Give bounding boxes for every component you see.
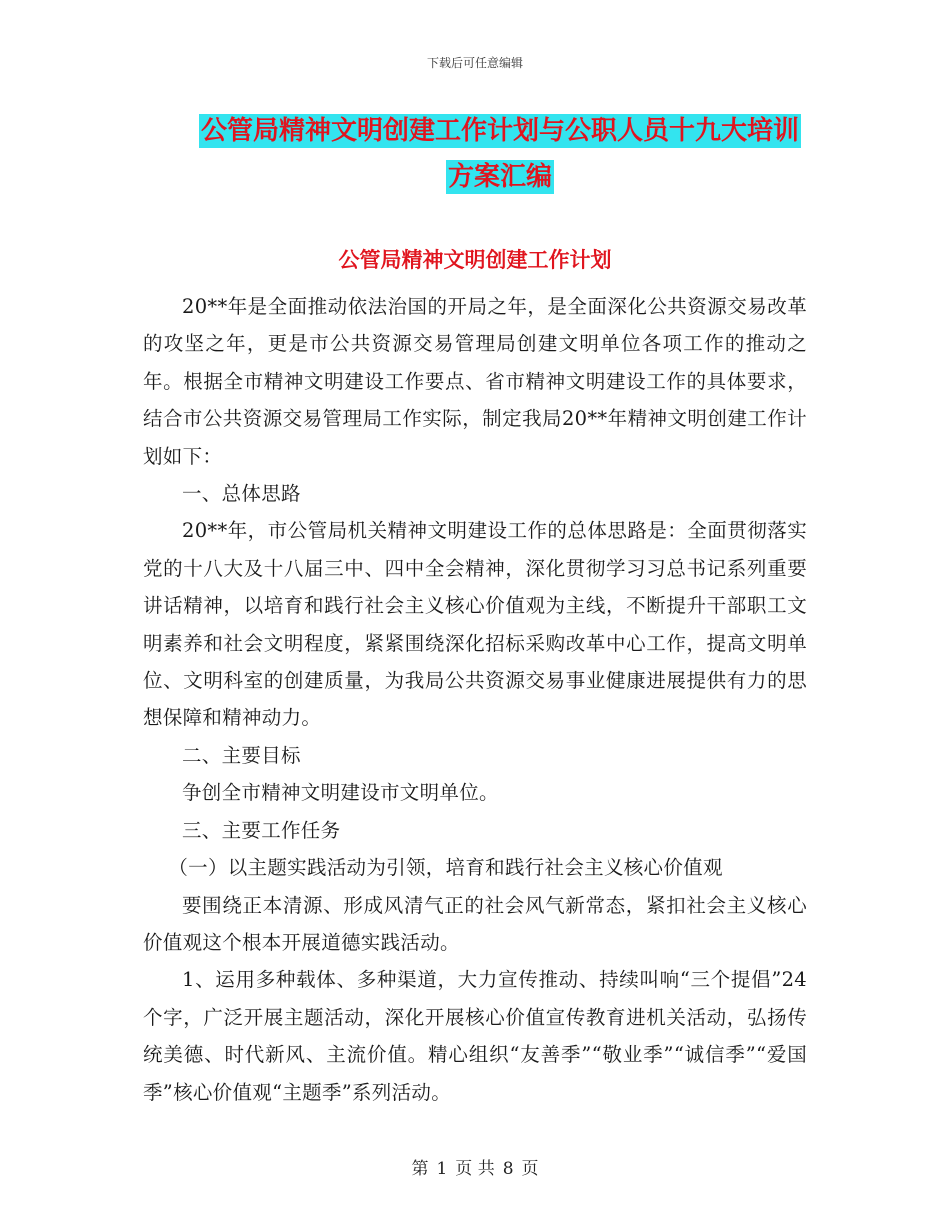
paragraph-main-goal: 争创全市精神文明建设市文明单位。 bbox=[182, 781, 499, 805]
section-title: 公管局精神文明创建工作计划 bbox=[338, 248, 612, 272]
footer-total-pages: 8 bbox=[502, 1159, 514, 1179]
heading-main-tasks: 三、主要工作任务 bbox=[182, 818, 341, 842]
page-footer bbox=[0, 1154, 950, 1179]
footer-suffix: 页 bbox=[521, 1159, 539, 1179]
main-title-line1: 公管局精神文明创建工作计划与公职人员十九大培训 bbox=[200, 116, 799, 146]
paragraph-intro: 20**年是全面推动依法治国的开局之年，是全面深化公共资源交易改革的攻坚之年，更是市公共资源交易管理局创建文明单位各项工作的推动之年。根据全市精神文明建设工作要点、省市精神文明建设工作的具体要求，结合市公共资源交易管理局工作实际，制定我局20**年精神文明创建工作计划如下： bbox=[143, 295, 807, 468]
body-text bbox=[143, 288, 807, 1111]
paragraph-item-one: 1、运用多种载体、多种渠道，大力宣传推动、持续叫响“三个提倡”24个字，广泛开展主题活动，深化开展核心价值宣传教育进机关活动，弘扬传统美德、时代新风、主流价值。精心组织“友善季”“敬业季”“诚信季”“爱国季”核心价值观“主题季”系列活动。 bbox=[143, 968, 807, 1104]
main-title-line2: 方案汇编 bbox=[447, 162, 552, 192]
main-title bbox=[120, 108, 880, 200]
header-note: 下载后可任意编辑 bbox=[426, 56, 523, 70]
paragraph-task-one: 要围绕正本清源、形成风清气正的社会风气新常态，紧扣社会主义核心价值观这个根本开展道德实践活动。 bbox=[143, 893, 807, 954]
paragraph-overall-approach: 20**年，市公管局机关精神文明建设工作的总体思路是：全面贯彻落实党的十八大及十八届三中、四中全会精神，深化贯彻学习习总书记系列重要讲话精神，以培育和践行社会主义核心价值观为主线，不断提升干部职工文明素养和社会文明程度，紧紧围绕深化招标采购改革中心工作，提高文明单位、文明科室的创建质量，为我局公共资源交易事业健康进展提供有力的思想保障和精神动力。 bbox=[143, 519, 807, 730]
heading-task-one: （一）以主题实践活动为引领，培育和践行社会主义核心价值观 bbox=[168, 856, 723, 880]
footer-current-page: 1 bbox=[436, 1159, 448, 1179]
heading-main-goal: 二、主要目标 bbox=[182, 743, 301, 767]
footer-mid: 页 共 bbox=[455, 1159, 495, 1179]
heading-overall-approach: 一、总体思路 bbox=[182, 482, 301, 506]
footer-prefix: 第 bbox=[411, 1159, 429, 1179]
